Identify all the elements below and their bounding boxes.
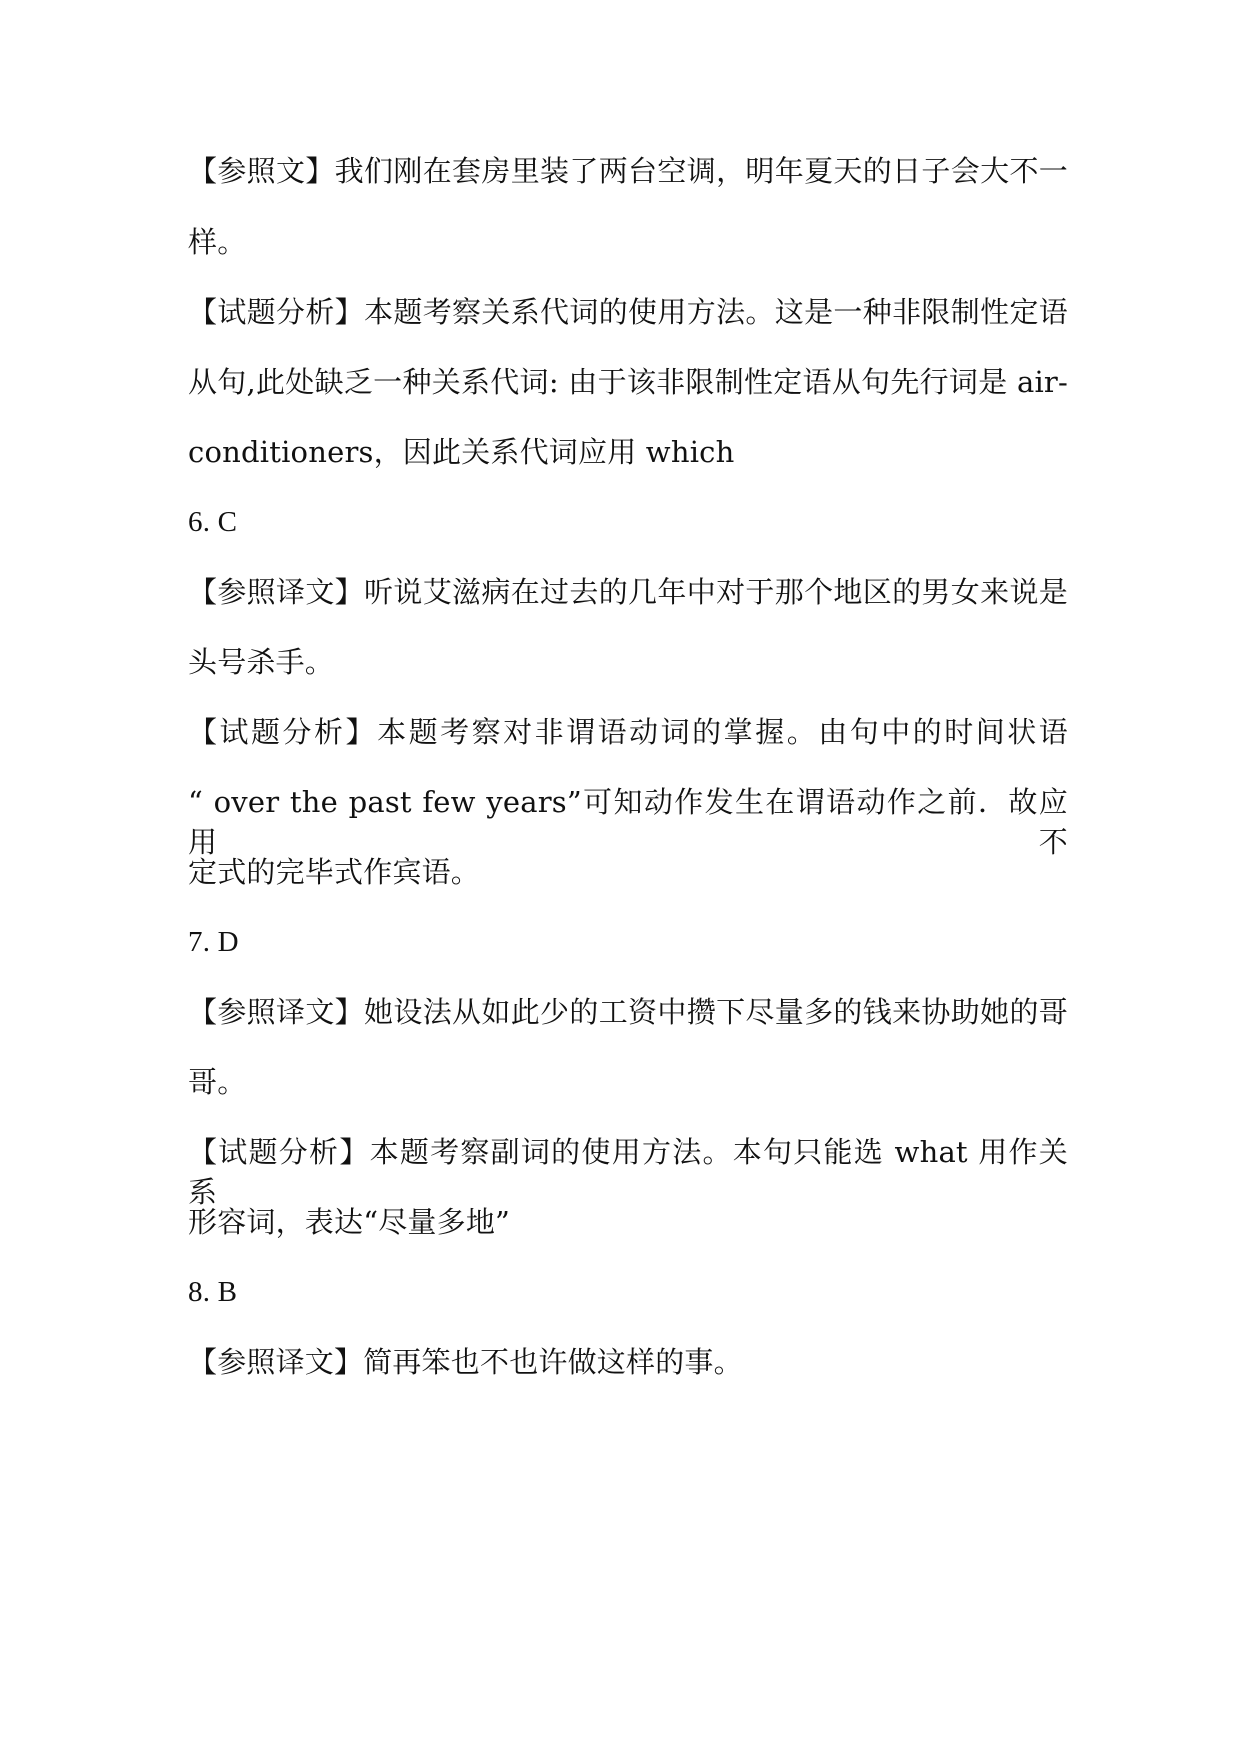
question-answer-label: 8. B [188, 1276, 238, 1308]
translation-paragraph-line: 样。 [188, 225, 247, 259]
analysis-paragraph-line: conditioners，因此关系代词应用 which [188, 435, 735, 469]
analysis-paragraph-line: 【试题分析】本题考察副词的使用方法。本句只能选 what 用作关系 [188, 1135, 1068, 1209]
analysis-paragraph-line: 定式的完毕式作宾语。 [188, 855, 481, 889]
translation-paragraph-line: 【参照译文】简再笨也不也许做这样的事。 [188, 1345, 743, 1379]
analysis-paragraph-line: 从句,此处缺乏一种关系代词: 由于该非限制性定语从句先行词是 air- [188, 365, 1068, 399]
analysis-paragraph-line: 【试题分析】本题考察对非谓语动词的掌握。由句中的时间状语 [188, 715, 1068, 749]
translation-paragraph-line: 【参照译文】听说艾滋病在过去的几年中对于那个地区的男女来说是 [188, 575, 1068, 609]
analysis-paragraph-line: 形容词，表达“尽量多地” [188, 1205, 511, 1239]
question-answer-label: 6. C [188, 506, 238, 538]
translation-paragraph-line: 哥。 [188, 1065, 247, 1099]
question-answer-label: 7. D [188, 926, 239, 958]
translation-paragraph-line: 【参照译文】她设法从如此少的工资中攒下尽量多的钱来协助她的哥 [188, 995, 1068, 1029]
translation-paragraph-line: 头号杀手。 [188, 645, 335, 679]
analysis-paragraph-line: “ over the past few years”可知动作发生在谓语动作之前．故应用不 [188, 785, 1068, 859]
translation-paragraph-line: 【参照文】我们刚在套房里装了两台空调，明年夏天的日子会大不一 [188, 154, 1068, 188]
analysis-paragraph-line: 【试题分析】本题考察关系代词的使用方法。这是一种非限制性定语 [188, 295, 1068, 329]
